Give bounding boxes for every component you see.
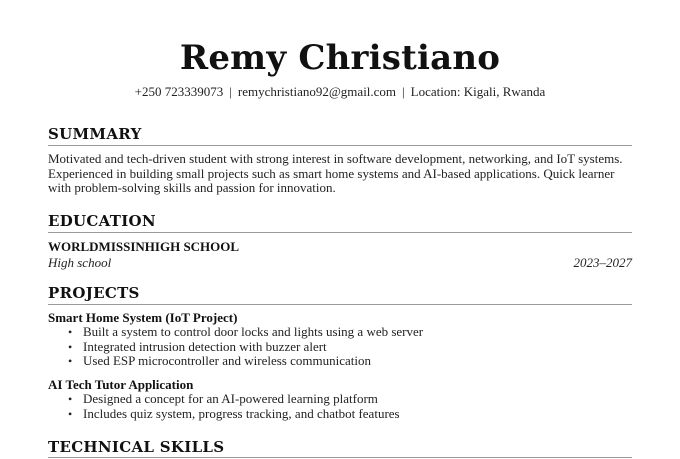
resume-name: Remy Christiano [179, 38, 501, 78]
education-dates: 2023–2027 [573, 255, 632, 270]
section-divider [48, 304, 632, 305]
section-title-summary: SUMMARY [48, 125, 142, 143]
project-title: AI Tech Tutor Application [48, 377, 194, 392]
project-bullets [48, 392, 632, 421]
section-divider [48, 457, 632, 458]
contact-separator: | [402, 84, 405, 99]
project-title: Smart Home System (IoT Project) [48, 310, 238, 325]
section-title-education: EDUCATION [48, 212, 156, 230]
section-title-projects: PROJECTS [48, 284, 140, 302]
section-title-skills: TECHNICAL SKILLS [48, 438, 225, 456]
bullet-item: • Designed a concept for an AI-powered learning platform [83, 392, 632, 407]
bullet-item: • Includes quiz system, progress tracking, and chatbot features [83, 407, 632, 422]
phone-number: +250 723339073 [134, 84, 224, 99]
bullet-item: • Used ESP microcontroller and wireless communication [83, 354, 632, 369]
section-divider [48, 232, 632, 233]
bullet-item: • Built a system to control door locks and lights using a web server [83, 325, 632, 340]
bullet-item: • Integrated intrusion detection with buzzer alert [83, 340, 632, 355]
email-address: remychristiano92@gmail.com [237, 84, 397, 99]
project-bullets [48, 325, 632, 369]
location: Location: Kigali, Rwanda [410, 84, 546, 99]
school-name: WORLDMISSINHIGH SCHOOL [48, 239, 240, 254]
contact-separator: | [229, 84, 232, 99]
contact-line [48, 84, 632, 100]
section-divider [48, 145, 632, 146]
education-level: High school [48, 255, 112, 270]
summary-text: Motivated and tech-driven student with strong interest in software development, networking, and IoT systems. Experienced in building small projects such as smart home systems and AI-based applications. Quick learner with problem-solving skills and passion for innovation. [48, 151, 623, 195]
